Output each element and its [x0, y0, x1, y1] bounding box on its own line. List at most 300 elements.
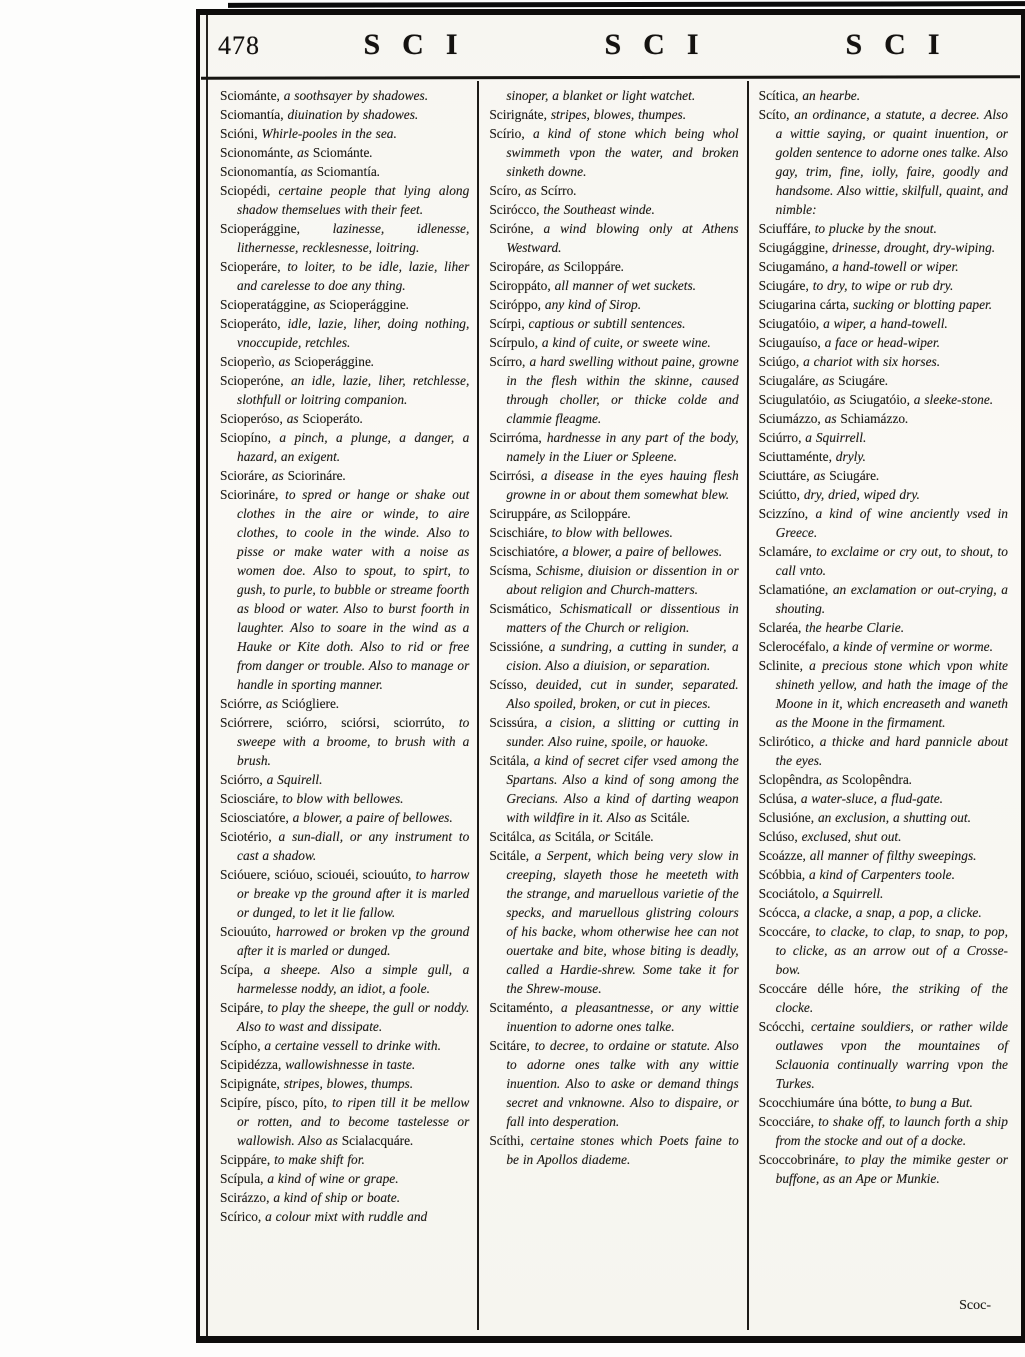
- entry-definition: a chariot with six horses.: [803, 354, 941, 369]
- entry-definition: a pleasantnesse, or any wittie inuention to adorne ones talke.: [506, 1000, 739, 1034]
- entry-headword: Scípa,: [220, 962, 254, 977]
- dictionary-entry: [220, 181, 469, 219]
- header-rule: [201, 75, 1020, 79]
- dictionary-entry: [220, 86, 469, 105]
- dictionary-entry: [489, 827, 738, 846]
- entry-definition: to blow with bellowes.: [282, 791, 404, 806]
- entry-definition: the striking of the clocke.: [775, 981, 1008, 1015]
- dictionary-entry: [220, 124, 469, 143]
- dictionary-entry: [489, 1036, 738, 1131]
- entry-headword: Sclamáre,: [758, 544, 812, 559]
- entry-definition: to bung a But.: [895, 1095, 973, 1110]
- entry-headword: Sciománte,: [220, 88, 280, 103]
- entry-headword: Scírpi,: [489, 316, 525, 331]
- entry-headword: Scizzíno,: [758, 506, 809, 521]
- entry-headword: Scipíre, písco, píto,: [220, 1095, 328, 1110]
- entry-definition: as Sciloppáre.: [554, 506, 631, 521]
- entry-definition: certaine stones which Poets faine to be in Apollos diademe.: [506, 1133, 739, 1167]
- entry-definition: as Scioperággine.: [278, 354, 375, 369]
- dictionary-entry: [759, 352, 1008, 371]
- entry-definition: certaine people that lying along shadow themselues with their feet.: [237, 183, 470, 217]
- dictionary-entry: [759, 409, 1008, 428]
- dictionary-entry: [489, 124, 738, 181]
- dictionary-entry: [759, 105, 1008, 219]
- dictionary-entry: [489, 561, 738, 599]
- entry-headword: Scítica,: [758, 88, 799, 103]
- entry-definition: a kind of Carpenters toole.: [809, 867, 955, 882]
- entry-definition: to decree, to ordaine or statute. Also to adorne ones talke with any wittie inuention. Also to aske or demand things secret and vnknowne. Also to dispaire, or fall into desperation.: [506, 1038, 739, 1129]
- entry-definition: as Scioperáto.: [286, 411, 364, 426]
- entry-headword: Scipidézza,: [220, 1057, 282, 1072]
- dictionary-entry: [759, 618, 1008, 637]
- entry-definition: a Serpent, which being very slow in creeping, slayeth those he meeteth with the strange, and maruellous varietie of the specks, and maruellous glistring colours of his backe, whom otherwise hee can not ouertake and bite, whose biting is deadly, called a Hardie-shrew. Some take it for the Shrew-mouse.: [506, 848, 739, 996]
- cross-reference: Sciloppáre: [563, 259, 621, 274]
- dictionary-entry: [489, 257, 738, 276]
- entry-headword: Scócchi,: [758, 1019, 805, 1034]
- dictionary-entry: [759, 1093, 1008, 1112]
- dictionary-entry: [220, 789, 469, 808]
- entry-headword: Sciumázzo,: [758, 411, 821, 426]
- dictionary-entry: [489, 333, 738, 352]
- dictionary-entry: [220, 485, 469, 694]
- entry-definition: to clacke, to clap, to snap, to pop, to clicke, as an arrow out of a Crosse-bow.: [775, 924, 1008, 977]
- entry-headword: Scírico,: [220, 1209, 262, 1224]
- entry-headword: Scoccáre,: [758, 924, 811, 939]
- entry-definition: as Sciománte.: [297, 145, 373, 160]
- cross-reference: Sciógliere: [281, 696, 336, 711]
- dictionary-entry: [759, 219, 1008, 238]
- dictionary-entry: [489, 998, 738, 1036]
- dictionary-entry: [220, 1093, 469, 1150]
- entry-definition: to shake off, to launch forth a ship from the stocke and out of a docke.: [775, 1114, 1008, 1148]
- entry-definition: a precious stone which vpon white shineth yellow, and hath the image of the Moone in it, which encreaseth and waneth as the Moone in the firmament.: [775, 658, 1008, 730]
- dictionary-entry: [220, 371, 469, 409]
- dictionary-entry: [489, 504, 738, 523]
- entry-definition: as Schiamázzo.: [824, 411, 909, 426]
- entry-definition: as Sciógliere.: [265, 696, 340, 711]
- entry-definition: a face or head-wiper.: [824, 335, 940, 350]
- page-header: [200, 15, 1021, 74]
- entry-headword: Sciuffáre,: [758, 221, 811, 236]
- entry-headword: Sciruppáre,: [489, 506, 551, 521]
- cross-reference: Scitále: [614, 829, 651, 844]
- entry-definition: a thicke and hard pannicle about the eyes.: [775, 734, 1008, 768]
- dictionary-entry: [759, 428, 1008, 447]
- entry-headword: Sciróne,: [489, 221, 534, 236]
- dictionary-entry: [759, 295, 1008, 314]
- dictionary-entry: [220, 770, 469, 789]
- entry-headword: Scípula,: [220, 1171, 264, 1186]
- entry-headword: Scóbbia,: [758, 867, 806, 882]
- entry-definition: a blower, a paire of bellowes.: [561, 544, 723, 559]
- entry-headword: Scitála,: [489, 753, 530, 768]
- entry-definition: a kind of ship or boate.: [273, 1190, 401, 1205]
- entry-headword: Sclaréa,: [758, 620, 802, 635]
- cross-reference: Scírro: [540, 183, 574, 198]
- entry-headword: Sciórre,: [220, 696, 263, 711]
- dictionary-entry: [220, 1074, 469, 1093]
- dictionary-entry: [220, 257, 469, 295]
- entry-headword: Sciroppáto,: [489, 278, 551, 293]
- entry-headword: Sciugamáno,: [758, 259, 829, 274]
- dictionary-entry: [759, 485, 1008, 504]
- dictionary-entry: [220, 713, 469, 770]
- entry-definition: idle, lazie, liher, doing nothing, vnoccupide, retchles.: [237, 316, 470, 350]
- dictionary-entry: [759, 1150, 1008, 1188]
- dictionary-entry: [759, 846, 1008, 865]
- entry-definition: as Sciugáre.: [822, 373, 889, 388]
- dictionary-entry: [759, 770, 1008, 789]
- entry-headword: Scírpulo,: [489, 335, 539, 350]
- entry-headword: Sciomantía,: [220, 107, 284, 122]
- dictionary-entry: [759, 1112, 1008, 1150]
- entry-headword: Scioperáre,: [220, 259, 281, 274]
- dictionary-entry: [220, 1188, 469, 1207]
- entry-headword: Scioperatággine,: [220, 297, 310, 312]
- dictionary-entry: [759, 789, 1008, 808]
- entry-headword: Sclúsa,: [758, 791, 797, 806]
- entry-definition: an hearbe.: [802, 88, 861, 103]
- entry-headword: Scioperóne,: [220, 373, 284, 388]
- entry-headword: Scióuere, scióuo, sciouéi, sciouúto,: [220, 867, 412, 882]
- cross-reference: Sciorináre: [287, 468, 343, 483]
- entry-headword: Sciúgo,: [758, 354, 800, 369]
- entry-definition: certaine souldiers, or rather wilde outlawes vpon the mountaines of Sclauonia continually warring vpon the Turkes.: [775, 1019, 1008, 1091]
- dictionary-entry: [220, 1150, 469, 1169]
- entry-headword: Scoccáre délle hóre,: [758, 981, 882, 996]
- dictionary-entry: [759, 865, 1008, 884]
- dictionary-entry: [759, 808, 1008, 827]
- dictionary-entry: [220, 960, 469, 998]
- entry-definition: lazinesse, idlenesse, lithernesse, recklesnesse, loitring.: [237, 221, 470, 255]
- entry-definition: a sheepe. Also a simple gull, a harmelesse noddy, an idiot, a foole.: [237, 962, 470, 996]
- dictionary-entry: [489, 219, 738, 257]
- entry-definition: a sundring, a cutting in sunder, a cision. Also a diuision, or separation.: [506, 639, 739, 673]
- entry-definition: an exclamation or out-crying, a shouting.: [775, 582, 1008, 616]
- dictionary-entry: [759, 371, 1008, 390]
- cross-reference: Sciománte: [312, 145, 370, 160]
- dictionary-entry: [220, 1036, 469, 1055]
- dictionary-entry: [759, 656, 1008, 732]
- entry-definition: sinoper, a blanket or light watchet.: [506, 88, 696, 103]
- entry-headword: Scióni,: [220, 126, 258, 141]
- entry-definition: to sweepe with a broome, to brush with a brush.: [237, 715, 470, 768]
- entry-definition: as Scolopêndra.: [826, 772, 913, 787]
- dictionary-entry: [759, 333, 1008, 352]
- entry-headword: Scirignáte,: [489, 107, 547, 122]
- cross-reference: Schiamázzo: [840, 411, 906, 426]
- entry-definition: to spred or hange or shake out clothes in the aire or winde, to aire clothes, to coole in the winde. Also to pisse or make water with a noise as women doe. Also to spout, to spirt, to gush, to purle, to bubble or streame foorth as blood or water. Also to burst foorth in laughter. Also to soare in the wind as a Hauke or Kite doth. Also to rid or free from danger or trouble. Also to manage or handle in sporting manner.: [237, 487, 470, 692]
- dictionary-entry: [759, 580, 1008, 618]
- entry-headword: Scirázzo,: [220, 1190, 270, 1205]
- entry-headword: Scociátolo,: [758, 886, 819, 901]
- entry-definition: hardnesse in any part of the body, namely in the Liuer or Spleene.: [506, 430, 739, 464]
- entry-definition: a pinch, a plunge, a danger, a hazard, an exigent.: [237, 430, 470, 464]
- dictionary-entry: [759, 827, 1008, 846]
- entry-definition: diuination by shadowes.: [287, 107, 419, 122]
- entry-headword: Scitále,: [489, 848, 530, 863]
- dictionary-entry: [489, 428, 738, 466]
- entry-definition: all manner of wet suckets.: [554, 278, 697, 293]
- dictionary-entry: [220, 428, 469, 466]
- dictionary-entry: [489, 637, 738, 675]
- dictionary-column-1: [210, 81, 477, 1330]
- dictionary-entry: [220, 865, 469, 922]
- entry-headword: Scismático,: [489, 601, 552, 616]
- entry-definition: a hand-towell or wiper.: [832, 259, 959, 274]
- dictionary-entry: [489, 675, 738, 713]
- dictionary-entry: [220, 466, 469, 485]
- entry-headword: Scísso,: [489, 677, 527, 692]
- entry-headword: Scioperóso,: [220, 411, 283, 426]
- entry-definition: a kind of secret cifer vsed among the Spartans. Also a kind of song among the Grecians. Also a kind of darting weapon with wildfire in it. Also as Scitále.: [506, 753, 739, 825]
- cross-reference: Sciugáre: [829, 468, 877, 483]
- dictionary-entry: [759, 314, 1008, 333]
- dictionary-entry: [220, 1055, 469, 1074]
- dictionary-column-3: [749, 81, 1016, 1330]
- dictionary-entry: [489, 352, 738, 428]
- entry-definition: a sun-diall, or any instrument to cast a shadow.: [237, 829, 470, 863]
- entry-headword: Scioperìo,: [220, 354, 275, 369]
- dictionary-entry: [220, 143, 469, 162]
- entry-headword: Scipignáte,: [220, 1076, 280, 1091]
- entry-definition: as Scioperággine.: [313, 297, 410, 312]
- entry-headword: Sciugulatóio,: [758, 392, 830, 407]
- entry-definition: a clacke, a snap, a pop, a clicke.: [803, 905, 982, 920]
- page-number: 478: [218, 31, 260, 60]
- page-frame: [196, 9, 1025, 1343]
- dictionary-entry: [220, 694, 469, 713]
- cross-reference: Scitála: [554, 829, 592, 844]
- entry-headword: Scitálca,: [489, 829, 536, 844]
- entry-definition: as Sciomantía.: [300, 164, 381, 179]
- entry-definition: an idle, lazie, liher, retchlesse, slothfull or loitring companion.: [237, 373, 470, 407]
- entry-definition: to play the sheepe, the gull or noddy. Also to wast and dissipate.: [237, 1000, 470, 1034]
- entry-headword: Scoázze,: [758, 848, 806, 863]
- entry-definition: a kinde of vermine or worme.: [832, 639, 993, 654]
- entry-definition: a Squirrell.: [805, 430, 867, 445]
- dictionary-entry: [489, 181, 738, 200]
- entry-headword: Scoccobrináre,: [758, 1152, 839, 1167]
- dictionary-entry: [759, 542, 1008, 580]
- entry-definition: a colour mixt with ruddle and: [265, 1209, 428, 1224]
- dictionary-entry: [759, 979, 1008, 1017]
- cross-reference: Scitále: [650, 810, 687, 825]
- entry-definition: a kind of wine anciently vsed in Greece.: [775, 506, 1008, 540]
- entry-headword: Sclamatióne,: [758, 582, 829, 597]
- dictionary-entry: [489, 466, 738, 504]
- entry-headword: Sciútto,: [758, 487, 800, 502]
- dictionary-entry: [220, 219, 469, 257]
- dictionary-entry: [220, 105, 469, 124]
- entry-headword: Sciropáre,: [489, 259, 544, 274]
- dictionary-entry: [489, 713, 738, 751]
- dictionary-entry: [489, 751, 738, 827]
- cross-reference: Sciugatóio: [849, 392, 907, 407]
- entry-headword: Sciosciáre,: [220, 791, 279, 806]
- dictionary-column-2: [479, 81, 746, 1330]
- entry-headword: Scírio,: [489, 126, 525, 141]
- entry-headword: Sciorináre,: [220, 487, 279, 502]
- entry-definition: a hard swelling without paine, growne in the flesh within the skinne, caused through choller, or thicke colde and clammie fleagme.: [506, 354, 739, 426]
- entry-definition: a kind of stone which being whol swimmeth vpon the water, and broken sinketh downe.: [506, 126, 739, 179]
- entry-definition: any kind of Sirop.: [544, 297, 642, 312]
- entry-headword: Scitaménto,: [489, 1000, 553, 1015]
- cross-reference: Sciloppáre: [570, 506, 628, 521]
- cross-reference: Sciugáre: [838, 373, 885, 388]
- running-header-col2: SCI: [604, 28, 721, 61]
- cross-reference: Scioperággine: [329, 297, 406, 312]
- entry-headword: Scischiatóre,: [489, 544, 559, 559]
- entry-headword: Scirrósi,: [489, 468, 535, 483]
- entry-headword: Sciórro,: [220, 772, 263, 787]
- dictionary-entry: [759, 922, 1008, 979]
- entry-definition: captious or subtill sentences.: [528, 316, 686, 331]
- dictionary-entry: [759, 447, 1008, 466]
- entry-definition: wallowishnesse in taste.: [285, 1057, 416, 1072]
- dictionary-entry: [759, 1017, 1008, 1093]
- entry-definition: to play the mimike gester or buffone, as an Ape or Munkie.: [775, 1152, 1008, 1186]
- dictionary-entry: [489, 105, 738, 124]
- entry-headword: Scírro,: [489, 354, 526, 369]
- entry-definition: exclused, shut out.: [801, 829, 902, 844]
- entry-headword: Scionomantía,: [220, 164, 297, 179]
- entry-headword: Sciotério,: [220, 829, 272, 844]
- entry-headword: Scocciáre,: [758, 1114, 815, 1129]
- entry-headword: Sciopédi,: [220, 183, 271, 198]
- dictionary-entry: [759, 884, 1008, 903]
- dictionary-entry: [489, 295, 738, 314]
- entry-definition: to ripen till it be mellow or rotten, and to become tastelesse or wallowish. Also as Scialacquáre.: [237, 1095, 470, 1148]
- catchword: Scoc-: [959, 1298, 991, 1313]
- scan-page-edge: [228, 1, 1025, 8]
- dictionary-entry: [489, 86, 738, 105]
- dictionary-entry: [489, 314, 738, 333]
- entry-headword: Scíthi,: [489, 1133, 524, 1148]
- entry-headword: Scipáre,: [220, 1000, 264, 1015]
- entry-definition: as Scitála, or Scitále.: [538, 829, 654, 844]
- dictionary-entry: [759, 732, 1008, 770]
- dictionary-entry: [759, 390, 1008, 409]
- entry-definition: to harrow or breake vp the ground after it is marled or dunged, to let it lie fallow.: [237, 867, 470, 920]
- entry-headword: Scocchiumáre úna bótte,: [758, 1095, 892, 1110]
- dictionary-columns: [210, 81, 1016, 1330]
- entry-definition: as Sciugáre.: [813, 468, 880, 483]
- entry-definition: a cision, a slitting or cutting in sunder. Also ruine, spoile, or hauoke.: [506, 715, 739, 749]
- entry-headword: Scíto,: [758, 107, 790, 122]
- entry-headword: Scócca,: [758, 905, 800, 920]
- entry-definition: a water-sluce, a flud-gate.: [800, 791, 944, 806]
- entry-headword: Sciopíno,: [220, 430, 271, 445]
- entry-headword: Sciuttáre,: [758, 468, 810, 483]
- dictionary-entry: [759, 238, 1008, 257]
- entry-definition: a Squirell.: [266, 772, 323, 787]
- dictionary-entry: [220, 409, 469, 428]
- entry-definition: to make shift for.: [274, 1152, 365, 1167]
- entry-headword: Sclinite,: [758, 658, 803, 673]
- dictionary-entry: [489, 846, 738, 998]
- dictionary-entry: [220, 314, 469, 352]
- entry-definition: deuided, cut in sunder, separated. Also spoiled, broken, or cut in pieces.: [506, 677, 739, 711]
- entry-definition: an ordinance, a statute, a decree. Also a wittie saying, or quaint inuention, or golden sentence to adorne ones talke. Also gay, trim, fine, iolly, faire, goodly and handsome. Also wittie, skilfull, quaint, and nimble:: [775, 107, 1008, 217]
- entry-definition: to exclaime or cry out, to shout, to call vnto.: [775, 544, 1008, 578]
- entry-headword: Sciugáre,: [758, 278, 809, 293]
- entry-headword: Sciuttaménte,: [758, 449, 832, 464]
- dictionary-entry: [489, 276, 738, 295]
- cross-reference: Scioperággine: [294, 354, 371, 369]
- entry-definition: Schismaticall or dissentious in matters of the Church or religion.: [506, 601, 739, 635]
- dictionary-entry: [220, 295, 469, 314]
- dictionary-entry: [489, 523, 738, 542]
- entry-headword: Scísma,: [489, 563, 532, 578]
- entry-headword: Sclúso,: [758, 829, 798, 844]
- entry-headword: Scissúra,: [489, 715, 538, 730]
- entry-definition: stripes, blowes, thumps.: [283, 1076, 414, 1091]
- entry-definition: stripes, blowes, thumpes.: [550, 107, 687, 122]
- entry-definition: a disease in the eyes hauing flesh growne in or about them somewhat blew.: [506, 468, 739, 502]
- dictionary-entry: [759, 276, 1008, 295]
- entry-headword: Sciugarina cárta,: [758, 297, 850, 312]
- entry-definition: a certaine vessell to drinke with.: [264, 1038, 441, 1053]
- entry-definition: a blower, a paire of bellowes.: [292, 810, 453, 825]
- entry-headword: Scirócco,: [489, 202, 540, 217]
- entry-headword: Sciróppo,: [489, 297, 542, 312]
- entry-headword: Sciugaláre,: [758, 373, 819, 388]
- entry-definition: harrowed or broken vp the ground after it is marled or dunged.: [237, 924, 470, 958]
- entry-headword: Sciugatóio,: [758, 316, 820, 331]
- entry-headword: Scíro,: [489, 183, 521, 198]
- entry-definition: as Sciugatóio, a sleeke-stone.: [833, 392, 994, 407]
- dictionary-entry: [759, 903, 1008, 922]
- entry-definition: the Southeast winde.: [543, 202, 655, 217]
- entry-definition: a kind of wine or grape.: [267, 1171, 399, 1186]
- entry-definition: to blow with bellowes.: [551, 525, 673, 540]
- entry-definition: a kind of cuite, or sweete wine.: [541, 335, 711, 350]
- entry-headword: Scitáre,: [489, 1038, 530, 1053]
- entry-headword: Sciouúto,: [220, 924, 271, 939]
- entry-headword: Sclopêndra,: [758, 772, 823, 787]
- entry-headword: Sciúrro,: [758, 430, 802, 445]
- entry-headword: Scissióne,: [489, 639, 544, 654]
- entry-headword: Sciórrere, sciórro, sciórsi, sciorrúto,: [220, 715, 445, 730]
- entry-definition: a Squirrell.: [822, 886, 884, 901]
- entry-definition: an exclusion, a shutting out.: [817, 810, 971, 825]
- entry-headword: Sclusióne,: [758, 810, 815, 825]
- entry-definition: as Scírro.: [524, 183, 577, 198]
- entry-headword: Scippáre,: [220, 1152, 271, 1167]
- entry-definition: a wind blowing only at Athens Westward.: [506, 221, 739, 255]
- dictionary-entry: [759, 466, 1008, 485]
- entry-definition: to loiter, to be idle, lazie, liher and carelesse to doe any thing.: [237, 259, 470, 293]
- entry-headword: Scioperáto,: [220, 316, 281, 331]
- entry-headword: Sclerocéfalo,: [758, 639, 829, 654]
- dictionary-entry: [220, 808, 469, 827]
- cross-reference: Scolopêndra: [841, 772, 909, 787]
- dictionary-entry: [489, 542, 738, 561]
- entry-definition: Whirle-pooles in the sea.: [261, 126, 397, 141]
- entry-definition: dryly.: [835, 449, 866, 464]
- dictionary-entry: [489, 599, 738, 637]
- entry-definition: Schisme, diuision or dissention in or about religion and Church-matters.: [506, 563, 739, 597]
- entry-definition: all manner of filthy sweepings.: [809, 848, 977, 863]
- running-header-col3: SCI: [845, 28, 962, 61]
- dictionary-entry: [220, 998, 469, 1036]
- entry-definition: a soothsayer by shadowes.: [283, 88, 429, 103]
- entry-definition: sucking or blotting paper.: [852, 297, 993, 312]
- entry-definition: as Sciorináre.: [271, 468, 346, 483]
- entry-headword: Scischiáre,: [489, 525, 548, 540]
- dictionary-entry: [220, 827, 469, 865]
